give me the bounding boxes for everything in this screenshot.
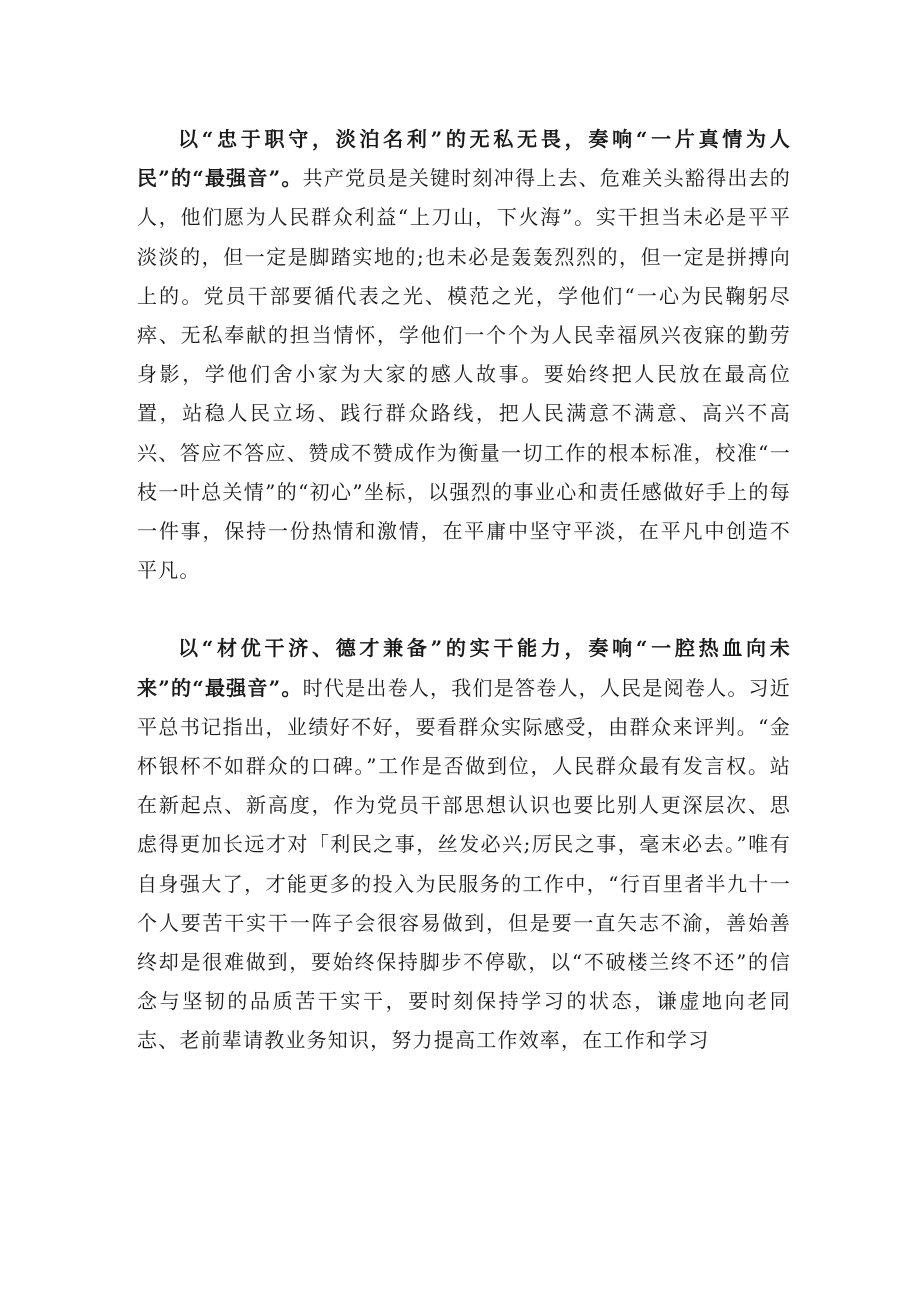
paragraph-1-lead: 以“忠于职守，淡泊名利”的无私无畏，奏响“一片真情为人民”的“最强音”。 [137, 127, 791, 191]
paragraph-2-lead: 以“材优干济、德才兼备”的实干能力，奏响“一腔热血向未来”的“最强音”。 [137, 636, 791, 700]
paragraph-2 [137, 629, 791, 1060]
paragraph-1 [137, 120, 791, 590]
paragraph-1-body: 共产党员是关键时刻冲得上去、危难关头豁得出去的人，他们愿为人民群众利益“上刀山，下火海”。实干担当未必是平平淡淡的，但一定是脚踏实地的;也未必是轰轰烈烈的，但一定是拼搏向上的。党员干部要循代表之光、模范之光，学他们“一心为民鞠躬尽瘁、无私奉献的担当情怀，学他们一个个为人民幸福夙兴夜寐的勤劳身影，学他们舍小家为大家的感人故事。要始终把人民放在最高位置，站稳人民立场、践行群众路线，把人民满意不满意、高兴不高兴、答应不答应、赞成不赞成作为衡量一切工作的根本标准，校准“一枝一叶总关情”的“初心”坐标，以强烈的事业心和责任感做好手上的每一件事，保持一份热情和激情，在平庸中坚守平淡，在平凡中创造不平凡。 [137, 166, 791, 583]
paragraph-2-body: 时代是出卷人，我们是答卷人，人民是阅卷人。习近平总书记指出，业绩好不好，要看群众实际感受，由群众来评判。“金杯银杯不如群众的口碑。”工作是否做到位，人民群众最有发言权。站在新起点、新高度，作为党员干部思想认识也要比别人更深层次、思虑得更加长远才对「利民之事，丝发必兴;厉民之事，毫末必去。”唯有自身强大了，才能更多的投入为民服务的工作中，“行百里者半九十一个人要苦干实干一阵子会很容易做到，但是要一直矢志不渝，善始善终却是很难做到，要始终保持脚步不停歇，以“不破楼兰终不还”的信念与坚韧的品质苦干实干，要时刻保持学习的状态，谦虚地向老同志、老前辈请教业务知识，努力提高工作效率，在工作和学习 [137, 675, 791, 1053]
document-page [137, 120, 791, 1061]
